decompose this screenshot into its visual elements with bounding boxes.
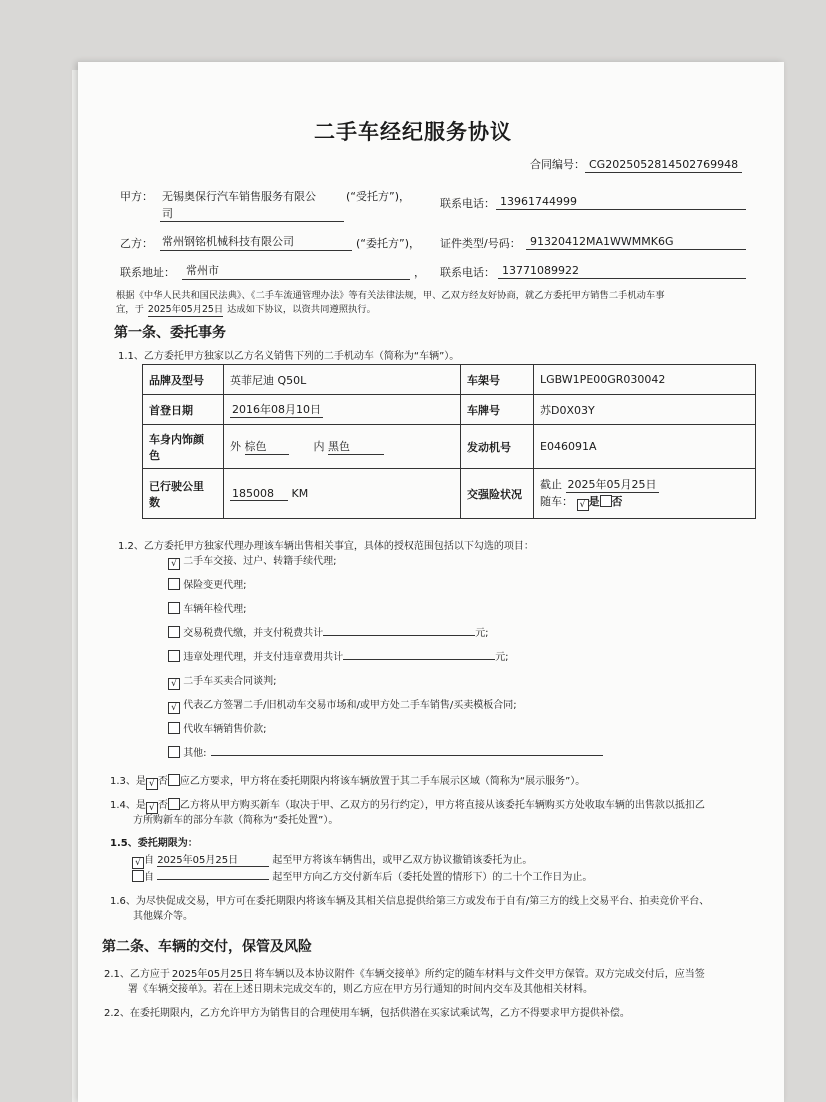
party-b-id: 91320412MA1WWMMK6G <box>530 235 674 248</box>
clause-1-3-no-label: 否 <box>157 776 168 787</box>
term-start-date: 2025年05月25日 <box>157 851 269 867</box>
party-b-name: 常州钢铭机械科技有限公司 <box>162 235 294 248</box>
term-option-a-prefix: 自 <box>144 855 154 866</box>
scope-checkbox-9[interactable] <box>168 746 180 758</box>
mileage-unit: KM <box>291 486 309 500</box>
address-value: 常州市 <box>186 264 219 277</box>
scope-label-3: 车辆年检代理; <box>183 604 247 615</box>
scope-item-5 <box>168 648 509 663</box>
scope-checkbox-1[interactable]: √ <box>168 558 180 570</box>
term-option-b-text: 起至甲方向乙方交付新车后（委托处置的情形下）的二十个工作日为止。 <box>272 872 593 883</box>
party-b-id-underline <box>526 249 746 250</box>
contract-number-row <box>530 158 742 173</box>
party-b-phone-label: 联系电话： <box>440 266 495 279</box>
section2-heading: 第二条、车辆的交付，保管及风险 <box>102 939 312 955</box>
clause-1-3-yes-checkbox[interactable]: √ <box>146 778 158 790</box>
scope-checkbox-2[interactable] <box>168 578 180 590</box>
party-b-id-label: 证件类型/号码： <box>440 237 521 250</box>
scope-item-1 <box>168 552 337 570</box>
scope-checkbox-8[interactable] <box>168 722 180 734</box>
insurance-no-label: 否 <box>611 495 623 508</box>
scope-checkbox-5[interactable] <box>168 650 180 662</box>
interior-prefix: 内 <box>313 440 325 453</box>
brand-value: 英菲尼迪 Q50L <box>224 365 461 395</box>
clause-1-4-no-label: 否 <box>157 800 168 811</box>
scope-label-1: 二手车交接、过户、转籍手续代理; <box>183 556 337 567</box>
mileage-label-line1: 已行驶公里 <box>149 479 204 493</box>
scope-label-8: 代收车辆销售价款; <box>183 724 267 735</box>
scope-item-3 <box>168 600 247 615</box>
mileage-value: 185008 <box>230 487 288 501</box>
party-a-phone-label: 联系电话： <box>440 197 495 210</box>
section1-heading: 第一条、委托事务 <box>114 325 226 341</box>
scope-checkbox-4[interactable] <box>168 626 180 638</box>
party-a-phone: 13961744999 <box>500 195 577 208</box>
clause-1-2: 1.2、乙方委托甲方独家代理办理该车辆出售相关事宜，具体的授权范围包括以下勾选的项目： <box>118 541 534 552</box>
violation-amount-blank[interactable] <box>343 648 495 660</box>
clause-1-5: 1.5、委托期限为： <box>110 838 198 849</box>
color-label-line1: 车身内饰颜 <box>149 432 204 446</box>
insurance-yes-checkbox[interactable]: √ <box>577 499 589 511</box>
table-row <box>143 365 756 395</box>
mileage-cell <box>224 469 461 519</box>
preamble-text-end: 达成如下协议，以资共同遵照执行。 <box>227 304 376 315</box>
scope-suffix-4: 元; <box>475 628 489 639</box>
insurance-yes-label: 是 <box>588 495 600 508</box>
plate-value: 苏D0X03Y <box>534 395 756 425</box>
table-row <box>143 469 756 519</box>
scope-checkbox-3[interactable] <box>168 602 180 614</box>
vehicle-info-table <box>142 364 756 519</box>
insurance-until-date: 2025年05月25日 <box>567 478 657 491</box>
clause-1-3-yes-label: 1.3、是 <box>110 776 146 787</box>
insurance-until-prefix: 截止 <box>540 478 562 491</box>
term-option-b-prefix: 自 <box>144 872 154 883</box>
mileage-label-line2: 数 <box>149 495 160 509</box>
clause-1-3 <box>110 772 585 790</box>
plate-label: 车牌号 <box>461 395 534 425</box>
scope-item-2 <box>168 576 247 591</box>
term-option-a-checkbox[interactable]: √ <box>132 857 144 869</box>
exterior-prefix: 外 <box>230 440 241 453</box>
engine-value: E046091A <box>534 425 756 469</box>
agreement-date: 2025年05月25日 <box>147 304 224 315</box>
color-label <box>143 425 224 469</box>
clause-1-3-text: 应乙方要求，甲方将在委托期限内将该车辆放置于其二手车展示区域（简称为“展示服务”）。 <box>179 776 586 787</box>
party-b-phone: 13771089922 <box>502 264 579 277</box>
interior-color: 黑色 <box>328 438 384 455</box>
insurance-cell <box>534 469 756 519</box>
party-b-label: 乙方： <box>120 237 153 250</box>
preamble-text: 宜，于 <box>116 304 144 315</box>
scope-item-9 <box>168 744 603 759</box>
clause-2-1-line2: 署《车辆交接单》。若在上述日期未完成交车的，则乙方应在甲方另行通知的时间内交车及其他相关材料。 <box>128 984 593 995</box>
scope-checkbox-7[interactable]: √ <box>168 702 180 714</box>
document-title: 二手车经纪服务协议 <box>314 120 512 144</box>
color-cell <box>224 425 461 469</box>
scope-item-4 <box>168 624 489 639</box>
scope-suffix-5: 元; <box>495 652 509 663</box>
brand-label: 品牌及型号 <box>143 365 224 395</box>
party-a-label: 甲方： <box>120 190 153 203</box>
scope-checkbox-6[interactable]: √ <box>168 678 180 690</box>
preamble-line2 <box>116 303 376 317</box>
preamble-line1: 根据《中华人民共和国民法典》、《二手车流通管理办法》等有关法律法规，甲、乙双方经友好协商，就乙方委托甲方销售二手机动车事 <box>116 290 665 301</box>
clause-1-6-line2: 其他媒介等。 <box>133 911 193 922</box>
term-option-a <box>132 851 532 869</box>
scope-item-7 <box>168 696 517 714</box>
scope-item-6 <box>168 672 277 690</box>
scope-label-2: 保险变更代理; <box>183 580 247 591</box>
insurance-no-checkbox[interactable] <box>600 495 612 507</box>
vin-value: LGBW1PE00GR030042 <box>534 365 756 395</box>
party-a-name-line2: 司 <box>162 207 173 220</box>
scope-label-5: 违章处理代理，并支付违章费用共计 <box>183 652 344 663</box>
clause-1-4-no-checkbox[interactable] <box>168 798 180 810</box>
clause-1-4-yes-checkbox[interactable]: √ <box>146 802 158 814</box>
reg-date-label: 首登日期 <box>143 395 224 425</box>
scope-label-9: 其他: <box>183 748 207 759</box>
color-label-line2: 色 <box>149 448 160 462</box>
clause-1-4-text: 乙方将从甲方购买新车（取决于甲、乙双方的另行约定），甲方将直接从该委托车辆购买方处收取车辆的出售款以抵扣乙 <box>179 800 705 811</box>
term-option-a-text: 起至甲方将该车辆售出，或甲乙双方协议撤销该委托为止。 <box>272 855 533 866</box>
scope-item-8 <box>168 720 267 735</box>
clause-2-1-prefix: 2.1、乙方应于 <box>104 969 170 980</box>
other-blank[interactable] <box>211 744 603 756</box>
address-underline <box>182 279 410 280</box>
table-row <box>143 395 756 425</box>
tax-amount-blank[interactable] <box>323 624 475 636</box>
clause-2-2: 2.2、在委托期限内，乙方允许甲方为销售目的合理使用车辆，包括供潜在买家试乘试驾，乙方不得要求甲方提供补偿。 <box>104 1008 630 1019</box>
clause-1-3-no-checkbox[interactable] <box>168 774 180 786</box>
party-b-underline <box>160 250 352 251</box>
clause-1-6: 1.6、为尽快促成交易，甲方可在委托期限内将该车辆及其相关信息提供给第三方或发布于自有/第三方的线上交易平台、拍卖竞价平台、 <box>110 896 710 907</box>
contract-number: CG2025052814502769948 <box>585 158 742 173</box>
reg-date-value: 2016年08月10日 <box>232 403 321 416</box>
term-option-b-date-blank[interactable] <box>157 868 269 880</box>
vin-label: 车架号 <box>461 365 534 395</box>
insurance-label: 交强险状况 <box>461 469 534 519</box>
handover-date: 2025年05月25日 <box>172 965 253 981</box>
clause-2-1 <box>104 965 705 981</box>
clause-1-4-yes-label: 1.4、是 <box>110 800 146 811</box>
address-label: 联系地址： <box>120 266 175 279</box>
party-a-underline <box>160 221 344 222</box>
party-b-phone-underline <box>498 278 746 279</box>
clause-1-1: 1.1、乙方委托甲方独家以乙方名义销售下列的二手机动车（简称为“车辆”）。 <box>118 351 460 362</box>
mileage-label <box>143 469 224 519</box>
scope-label-7: 代表乙方签署二手/旧机动车交易市场和/或甲方处二手车销售/买卖模板合同; <box>183 700 517 711</box>
clause-2-1-text: 将车辆以及本协议附件《车辆交接单》所约定的随车材料与文件交甲方保管。双方完成交付后，应当签 <box>254 969 705 980</box>
table-row <box>143 425 756 469</box>
scope-label-6: 二手车买卖合同谈判; <box>183 676 277 687</box>
party-a-phone-underline <box>496 209 746 210</box>
contract-number-label: 合同编号： <box>530 158 585 171</box>
clause-1-4-line2: 方所购新车的部分车款（简称为“委托处置”）。 <box>133 815 339 826</box>
exterior-color: 棕色 <box>245 438 289 455</box>
party-a-name-line1: 无锡奥保行汽车销售服务有限公 <box>162 190 316 203</box>
term-option-b-checkbox[interactable] <box>132 870 144 882</box>
reg-date-cell <box>224 395 461 425</box>
address-comma: ， <box>414 266 425 279</box>
party-a-role: (“受托方”)， <box>346 190 410 203</box>
insurance-with-vehicle-label: 随车： <box>540 495 573 508</box>
term-option-b <box>132 868 592 883</box>
party-b-role: (“委托方”)， <box>356 237 420 250</box>
scope-label-4: 交易税费代缴，并支付税费共计 <box>183 628 324 639</box>
engine-label: 发动机号 <box>461 425 534 469</box>
